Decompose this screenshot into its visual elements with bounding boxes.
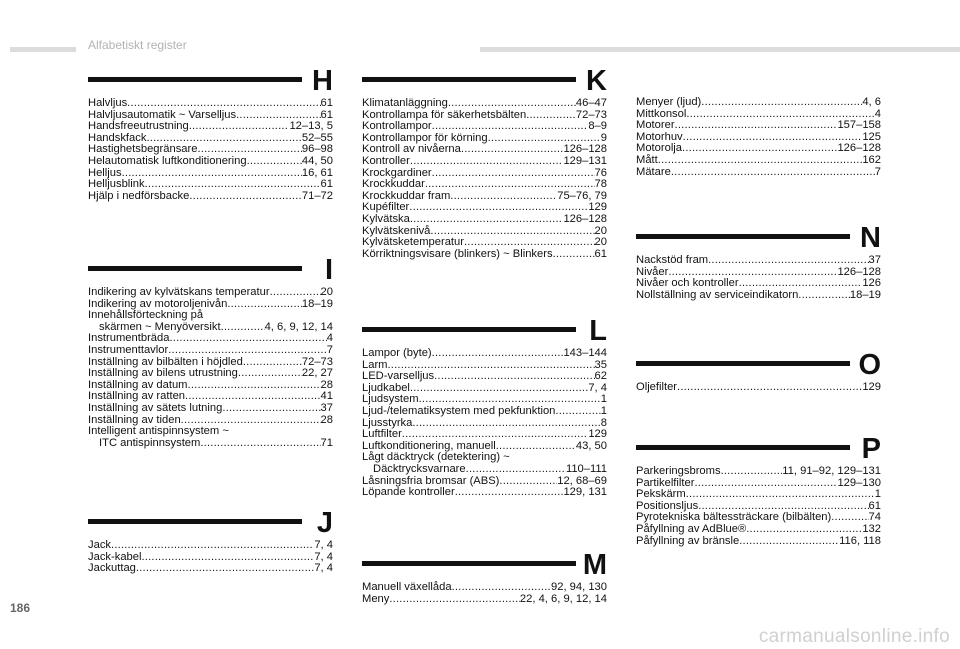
entry-label: Kontrollampor bbox=[362, 120, 432, 133]
entry-label: Handskfack bbox=[88, 131, 147, 144]
entry-label: Larm bbox=[362, 358, 388, 371]
entry-label: Inställning av ratten bbox=[88, 390, 186, 403]
index-entry[interactable] bbox=[636, 255, 881, 267]
entry-label: Påfyllning av bränsle bbox=[636, 534, 740, 547]
entry-list bbox=[636, 255, 881, 301]
entry-page-ref[interactable]: 46–47 bbox=[575, 97, 607, 109]
index-entry[interactable] bbox=[636, 155, 881, 167]
dot-leader bbox=[243, 357, 302, 369]
entry-page-ref[interactable]: 78 bbox=[594, 178, 607, 191]
index-entry[interactable] bbox=[88, 563, 333, 575]
entry-page-ref[interactable]: 129 bbox=[862, 381, 881, 393]
entry-label: Indikering av kylvätskans temperatur bbox=[88, 286, 270, 298]
index-section-i bbox=[88, 254, 333, 449]
entry-list bbox=[88, 540, 333, 575]
entry-label: Motorolja bbox=[636, 142, 683, 155]
index-entry[interactable] bbox=[88, 403, 333, 415]
entry-page-ref[interactable]: 126–128 bbox=[837, 265, 881, 278]
dot-leader bbox=[188, 380, 321, 392]
entry-list bbox=[362, 582, 607, 605]
entry-label: Löpande kontroller bbox=[362, 486, 455, 499]
entry-page-ref[interactable]: 76 bbox=[594, 166, 607, 179]
entry-page-ref[interactable]: 18–19 bbox=[849, 288, 881, 301]
entry-label: Inställning av bilbälten i höjdled bbox=[88, 355, 243, 368]
entry-page-ref[interactable]: 129 bbox=[588, 201, 607, 214]
index-entry[interactable] bbox=[362, 582, 607, 594]
index-entry[interactable] bbox=[88, 98, 333, 110]
entry-label: Instrumentbräda bbox=[88, 332, 170, 345]
index-entry[interactable] bbox=[362, 156, 607, 168]
entry-page-ref[interactable]: 7, 4 bbox=[314, 562, 333, 575]
entry-page-ref[interactable]: 61 bbox=[320, 108, 333, 121]
dot-leader bbox=[402, 429, 589, 441]
index-section-j bbox=[88, 507, 333, 575]
entry-page-ref[interactable]: 129–131 bbox=[563, 154, 607, 167]
section-letter: N bbox=[860, 222, 881, 254]
section-letter: P bbox=[861, 433, 881, 465]
dot-leader bbox=[499, 476, 557, 488]
index-section-k bbox=[362, 65, 607, 260]
entry-page-ref[interactable]: 20 bbox=[594, 236, 607, 249]
entry-page-ref[interactable]: 4 bbox=[326, 332, 333, 345]
index-section-p bbox=[636, 433, 881, 547]
dot-leader bbox=[721, 466, 783, 478]
dot-leader bbox=[169, 333, 326, 345]
entry-label: Menyer (ljud) bbox=[636, 96, 702, 108]
section-letter: O bbox=[858, 349, 881, 381]
index-entry[interactable] bbox=[636, 97, 881, 109]
index-entry[interactable] bbox=[362, 179, 607, 191]
dot-leader bbox=[410, 214, 564, 226]
entry-label: Inställning av datum bbox=[88, 378, 188, 391]
index-entry[interactable] bbox=[362, 406, 607, 418]
section-rule bbox=[362, 77, 576, 82]
entry-label: Intelligent antispinnsystem ~ bbox=[88, 425, 229, 438]
entry-label: Helljus bbox=[88, 166, 122, 179]
entry-label: Krockkuddar bbox=[362, 178, 425, 191]
section-heading bbox=[88, 65, 333, 98]
entry-label: Instrumenttavlor bbox=[88, 343, 169, 356]
entry-page-ref[interactable]: 61 bbox=[868, 499, 881, 512]
entry-list bbox=[362, 348, 607, 499]
entry-label: Mittkonsol bbox=[636, 107, 687, 120]
entry-page-ref[interactable]: 129–130 bbox=[837, 476, 881, 489]
dot-leader bbox=[746, 524, 862, 536]
entry-page-ref[interactable]: 9 bbox=[600, 131, 607, 144]
entry-label: Kylvätsketemperatur bbox=[362, 236, 464, 249]
dot-leader bbox=[448, 98, 576, 110]
entry-label: Halvljusautomatik ~ Varselljus bbox=[88, 108, 237, 121]
entry-page-ref[interactable]: 74 bbox=[868, 511, 881, 524]
entry-label: Motorer bbox=[636, 119, 675, 132]
entry-page-ref[interactable]: 126–128 bbox=[837, 142, 881, 155]
entry-label: Jackuttag bbox=[88, 562, 136, 575]
index-entry[interactable] bbox=[88, 287, 333, 299]
dot-leader bbox=[221, 322, 265, 334]
dot-leader bbox=[450, 191, 557, 203]
section-rule bbox=[362, 327, 576, 332]
section-heading bbox=[636, 349, 881, 382]
section-heading bbox=[362, 549, 607, 582]
dot-leader bbox=[553, 249, 595, 261]
page-header-title: Alfabetiskt register bbox=[88, 38, 187, 52]
dot-leader bbox=[464, 237, 595, 249]
section-heading bbox=[88, 254, 333, 287]
section-rule bbox=[362, 561, 576, 566]
section-heading bbox=[362, 65, 607, 98]
section-letter: M bbox=[582, 549, 607, 581]
entry-label: ITC antispinnsystem bbox=[99, 436, 201, 449]
entry-page-ref[interactable]: 143–144 bbox=[563, 347, 607, 359]
entry-label: Jack-kabel bbox=[88, 550, 142, 563]
section-heading bbox=[636, 222, 881, 255]
entry-label: Jack bbox=[88, 539, 112, 551]
entry-list bbox=[636, 466, 881, 547]
entry-page-ref[interactable]: 61 bbox=[320, 97, 333, 109]
dot-leader bbox=[701, 97, 862, 109]
dot-leader bbox=[227, 299, 302, 311]
index-entry[interactable] bbox=[362, 487, 607, 499]
dot-leader bbox=[694, 478, 837, 490]
entry-list bbox=[636, 97, 881, 178]
dot-leader bbox=[432, 348, 564, 360]
dot-leader bbox=[127, 98, 320, 110]
entry-label: Kontroll av nivåerna bbox=[362, 143, 461, 156]
entry-page-ref[interactable]: 44, 50 bbox=[301, 154, 333, 167]
entry-page-ref[interactable]: 37 bbox=[868, 254, 881, 266]
entry-label: Kupéfilter bbox=[362, 201, 410, 214]
dot-leader bbox=[200, 438, 320, 450]
entry-label: Manuell växellåda bbox=[362, 581, 452, 593]
index-entry[interactable] bbox=[88, 179, 333, 191]
entry-page-ref[interactable]: 75–76, 79 bbox=[557, 189, 607, 202]
dot-leader bbox=[410, 383, 588, 395]
entry-page-ref[interactable]: 1 bbox=[600, 404, 607, 417]
entry-label: Ljusstyrka bbox=[362, 416, 413, 429]
entry-label: Luftkonditionering, manuell bbox=[362, 439, 496, 452]
dot-leader bbox=[682, 143, 837, 155]
entry-label: Mätare bbox=[636, 165, 671, 178]
entry-label: Parkeringsbroms bbox=[636, 465, 721, 477]
dot-leader bbox=[434, 371, 594, 383]
dot-leader bbox=[675, 120, 838, 132]
dot-leader bbox=[270, 287, 321, 299]
section-rule bbox=[88, 77, 302, 82]
entry-label: Halvljus bbox=[88, 97, 128, 109]
section-rule bbox=[88, 266, 302, 271]
page-number: 186 bbox=[10, 601, 31, 615]
index-entry[interactable] bbox=[636, 382, 881, 394]
section-rule bbox=[88, 519, 302, 524]
entry-label: Helautomatisk luftkonditionering bbox=[88, 154, 247, 167]
dot-leader bbox=[222, 403, 320, 415]
entry-page-ref[interactable]: 71 bbox=[320, 436, 333, 449]
index-entry[interactable] bbox=[362, 429, 607, 441]
section-rule bbox=[636, 445, 850, 450]
entry-label: Inställning av sätets lutning bbox=[88, 401, 223, 414]
entry-label: Luftfilter bbox=[362, 428, 402, 441]
section-letter: H bbox=[312, 65, 333, 97]
entry-page-ref[interactable]: 1 bbox=[874, 488, 881, 501]
dot-leader bbox=[409, 202, 588, 214]
dot-leader bbox=[238, 368, 302, 380]
entry-label: skärmen ~ Menyöversikt bbox=[99, 320, 221, 333]
entry-label: Ljudsystem bbox=[362, 393, 419, 406]
entry-list bbox=[362, 98, 607, 260]
entry-page-ref[interactable]: 8 bbox=[600, 416, 607, 429]
entry-page-ref[interactable]: 72–73 bbox=[575, 108, 607, 121]
entry-label: Hjälp i nedförsbacke bbox=[88, 189, 190, 202]
dot-leader bbox=[658, 155, 863, 167]
entry-page-ref[interactable]: 1 bbox=[600, 393, 607, 406]
section-letter: I bbox=[324, 254, 333, 286]
section-letter: K bbox=[586, 65, 607, 97]
entry-label: Ljud-/telematiksystem med pekfunktion bbox=[362, 404, 556, 417]
entry-label: Kylvätskenivå bbox=[362, 224, 431, 237]
section-rule bbox=[636, 361, 850, 366]
dot-leader bbox=[168, 345, 327, 357]
dot-leader bbox=[432, 168, 595, 180]
entry-page-ref[interactable]: 7, 4 bbox=[588, 381, 607, 394]
entry-page-ref[interactable]: 96–98 bbox=[301, 143, 333, 156]
index-section-l bbox=[362, 315, 607, 499]
entry-label: Ljudkabel bbox=[362, 381, 410, 394]
entry-label: Lågt däcktryck (detektering) ~ bbox=[362, 451, 510, 464]
entry-list bbox=[636, 382, 881, 394]
entry-page-ref[interactable]: 92, 94, 130 bbox=[551, 581, 607, 593]
index-entry[interactable] bbox=[88, 345, 333, 357]
index-entry[interactable] bbox=[636, 167, 881, 179]
entry-page-ref[interactable]: 11, 91–92, 129–131 bbox=[782, 465, 881, 477]
entry-label: Nackstöd fram bbox=[636, 254, 709, 266]
entry-label: Indikering av motoroljenivån bbox=[88, 297, 228, 310]
section-rule bbox=[636, 234, 850, 239]
entry-label: Positionsljus bbox=[636, 499, 699, 512]
entry-page-ref[interactable]: 129, 131 bbox=[563, 486, 607, 499]
entry-label: Låsningsfria bromsar (ABS) bbox=[362, 474, 500, 487]
section-letter: J bbox=[316, 507, 333, 539]
dot-leader bbox=[412, 418, 600, 430]
dot-leader bbox=[111, 540, 314, 552]
entry-page-ref[interactable]: 62 bbox=[594, 370, 607, 383]
section-heading bbox=[636, 433, 881, 466]
entry-label: Påfyllning av AdBlue® bbox=[636, 522, 747, 535]
dot-leader bbox=[452, 582, 551, 594]
entry-page-ref[interactable]: 4, 6 bbox=[862, 96, 881, 108]
entry-page-ref[interactable]: 125 bbox=[862, 130, 881, 143]
entry-page-ref[interactable]: 132 bbox=[862, 522, 881, 535]
dot-leader bbox=[145, 179, 321, 191]
index-section-n bbox=[636, 222, 881, 301]
dot-leader bbox=[683, 132, 863, 144]
dot-leader bbox=[798, 290, 850, 302]
index-entry[interactable] bbox=[88, 368, 333, 380]
dot-leader bbox=[425, 179, 595, 191]
entry-label: Inställning av bilens utrustning bbox=[88, 367, 238, 380]
entry-label: Pyrotekniska bältessträckare (bilbälten) bbox=[636, 511, 832, 524]
index-entry[interactable] bbox=[636, 536, 881, 548]
section-letter: L bbox=[589, 315, 607, 347]
entry-label: Klimatanläggning bbox=[362, 97, 448, 109]
index-entry[interactable] bbox=[88, 191, 333, 203]
entry-list bbox=[88, 98, 333, 202]
entry-label: Handsfreeutrustning bbox=[88, 120, 189, 133]
index-section-m bbox=[362, 549, 607, 605]
index-entry[interactable] bbox=[362, 98, 607, 110]
entry-label: Nollställning av serviceindikatorn bbox=[636, 288, 799, 301]
entry-page-ref[interactable]: 7 bbox=[326, 343, 333, 356]
section-heading bbox=[88, 507, 333, 540]
dot-leader bbox=[189, 121, 290, 133]
index-entry[interactable] bbox=[362, 237, 607, 249]
entry-page-ref[interactable]: 22, 27 bbox=[301, 367, 333, 380]
entry-page-ref[interactable]: 7, 4 bbox=[314, 539, 333, 551]
entry-label: Motorhuv bbox=[636, 130, 683, 143]
entry-page-ref[interactable]: 4, 6, 9, 12, 14 bbox=[264, 320, 333, 333]
entry-label: Körriktningsvisare (blinkers) ~ Blinkers bbox=[362, 247, 553, 260]
entry-page-ref[interactable]: 116, 118 bbox=[839, 534, 881, 547]
entry-label: Inställning av tiden bbox=[88, 413, 181, 426]
entry-page-ref[interactable]: 129 bbox=[588, 428, 607, 441]
entry-label: Lampor (byte) bbox=[362, 347, 432, 359]
dot-leader bbox=[189, 191, 302, 203]
dot-leader bbox=[141, 552, 314, 564]
dot-leader bbox=[461, 144, 564, 156]
index-entry[interactable] bbox=[362, 594, 607, 606]
entry-label: Nivåer och kontroller bbox=[636, 277, 739, 290]
entry-page-ref[interactable]: 20 bbox=[594, 224, 607, 237]
entry-page-ref[interactable]: 35 bbox=[594, 358, 607, 371]
entry-page-ref[interactable]: 126–128 bbox=[563, 143, 607, 156]
header-rule-left bbox=[10, 47, 76, 52]
entry-page-ref[interactable]: 41 bbox=[320, 390, 333, 403]
entry-page-ref[interactable]: 126–128 bbox=[563, 212, 607, 225]
index-entry[interactable] bbox=[362, 348, 607, 360]
entry-page-ref[interactable]: 157–158 bbox=[837, 119, 881, 132]
entry-label: Mått bbox=[636, 153, 658, 166]
index-section-m-continued bbox=[636, 97, 881, 178]
entry-label: Nivåer bbox=[636, 265, 669, 278]
index-entry[interactable] bbox=[362, 464, 607, 476]
dot-leader bbox=[122, 168, 302, 180]
entry-page-ref[interactable]: 18–19 bbox=[301, 297, 333, 310]
header-rule-right bbox=[480, 47, 960, 52]
entry-label: Partikelfilter bbox=[636, 476, 695, 489]
index-entry[interactable] bbox=[88, 156, 333, 168]
dot-leader bbox=[455, 487, 564, 499]
entry-page-ref[interactable]: 72–73 bbox=[301, 355, 333, 368]
entry-label: Hastighetsbegränsare bbox=[88, 143, 198, 156]
entry-page-ref[interactable]: 37 bbox=[320, 401, 333, 414]
dot-leader bbox=[671, 167, 875, 179]
dot-leader bbox=[410, 156, 564, 168]
entry-page-ref[interactable]: 4 bbox=[874, 107, 881, 120]
entry-page-ref[interactable]: 71–72 bbox=[301, 189, 333, 202]
entry-label: Kontroller bbox=[362, 154, 410, 167]
section-heading bbox=[362, 315, 607, 348]
entry-page-ref[interactable]: 20 bbox=[320, 286, 333, 298]
index-entry[interactable] bbox=[362, 214, 607, 226]
index-entry[interactable] bbox=[636, 143, 881, 155]
entry-label: Krockgardiner bbox=[362, 166, 432, 179]
entry-label: Kontrollampa för säkerhetsbälten bbox=[362, 108, 527, 121]
entry-label: Kontrollampor för körning bbox=[362, 131, 488, 144]
index-entry[interactable] bbox=[362, 249, 607, 261]
dot-leader bbox=[389, 594, 520, 606]
dot-leader bbox=[136, 563, 314, 575]
entry-label: Krockkuddar fram bbox=[362, 189, 451, 202]
entry-label: Kylvätska bbox=[362, 212, 410, 225]
entry-page-ref[interactable]: 28 bbox=[320, 378, 333, 391]
index-entry[interactable] bbox=[88, 540, 333, 552]
entry-label: Däcktrycksvarnare bbox=[373, 462, 466, 475]
index-entry[interactable] bbox=[88, 426, 333, 438]
entry-page-ref[interactable]: 126 bbox=[862, 277, 881, 290]
watermark: carmanualsonline.info bbox=[758, 626, 950, 647]
dot-leader bbox=[677, 382, 862, 394]
entry-list bbox=[88, 287, 333, 449]
entry-page-ref[interactable]: 43, 50 bbox=[575, 439, 607, 452]
dot-leader bbox=[526, 110, 576, 122]
entry-page-ref[interactable]: 7 bbox=[874, 165, 881, 178]
entry-label: Meny bbox=[362, 592, 390, 605]
entry-page-ref[interactable]: 110–111 bbox=[565, 462, 607, 475]
dot-leader bbox=[247, 156, 302, 168]
entry-page-ref[interactable]: 61 bbox=[320, 178, 333, 191]
entry-page-ref[interactable]: 61 bbox=[594, 247, 607, 260]
index-entry[interactable] bbox=[88, 438, 333, 450]
entry-page-ref[interactable]: 8–9 bbox=[588, 120, 607, 133]
entry-page-ref[interactable]: 12, 68–69 bbox=[557, 474, 607, 487]
dot-leader bbox=[686, 489, 875, 501]
entry-label: Innehållsförteckning på bbox=[88, 309, 204, 322]
entry-page-ref[interactable]: 7, 4 bbox=[314, 550, 333, 563]
entry-label: LED-varselljus bbox=[362, 370, 435, 383]
entry-page-ref[interactable]: 52–55 bbox=[301, 131, 333, 144]
index-entry[interactable] bbox=[636, 466, 881, 478]
index-entry[interactable] bbox=[636, 524, 881, 536]
entry-page-ref[interactable]: 16, 61 bbox=[301, 166, 333, 179]
entry-page-ref[interactable]: 162 bbox=[862, 153, 881, 166]
dot-leader bbox=[708, 255, 868, 267]
entry-label: Oljefilter bbox=[636, 381, 678, 393]
entry-page-ref[interactable]: 22, 4, 6, 9, 12, 14 bbox=[519, 592, 607, 605]
dot-leader bbox=[555, 406, 600, 418]
index-section-h bbox=[88, 65, 333, 202]
entry-page-ref[interactable]: 12–13, 5 bbox=[289, 120, 333, 133]
entry-label: Pekskärm bbox=[636, 488, 686, 501]
entry-label: Helljusblink bbox=[88, 178, 145, 191]
entry-page-ref[interactable]: 28 bbox=[320, 413, 333, 426]
index-entry[interactable] bbox=[636, 290, 881, 302]
index-section-o bbox=[636, 349, 881, 394]
dot-leader bbox=[466, 464, 566, 476]
dot-leader bbox=[739, 536, 839, 548]
